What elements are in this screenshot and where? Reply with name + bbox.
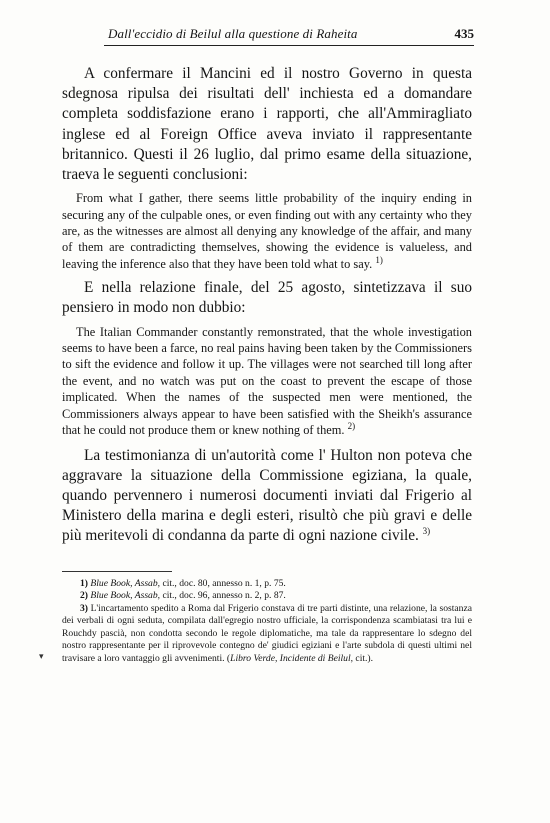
footnote-ref-3: 3) — [422, 526, 431, 537]
paragraph-3 — [62, 446, 472, 547]
header-rule — [104, 45, 474, 46]
footnote-ref-1: 1) — [375, 254, 383, 265]
paragraph-2-end: del 25 agosto, sintetizzava il suo pensiero in modo non dubbio: — [62, 279, 472, 317]
footnote-1-number: 1) — [80, 577, 88, 589]
footnote-2-number: 2) — [80, 590, 88, 602]
footnote-2-text: cit., doc. 96, annesso n. 2, p. 87. — [160, 590, 286, 602]
footnote-3-source: Libro Verde, Incidente di Beilul, — [230, 653, 354, 665]
footnote-3-number: 3) — [80, 602, 88, 614]
block-quote-1-text: From what I gather, there seems little probability of the inquiry ending in securing any of the culpable ones, or even finding out with any certainty who they are, as the witnesses are almost all denying any knowledge of the affair, and many of them are contradicting themselves, showing the evidence is valueless, and leaving the inference also that they have been told what to say. — [62, 191, 472, 271]
running-title: Dall'eccidio di Beilul alla questione di Raheita — [108, 26, 358, 41]
footnote-separator — [62, 571, 172, 572]
footnotes — [62, 578, 472, 666]
page-body — [62, 64, 472, 666]
block-quote-2-text: The Italian Commander constantly remonstrated, that the whole investigation seems to have been a farce, no real pains having been taken by the Commissioners to sift the evidence and follow it up. The villages were not searched till long after the event, and no watch was put on the coast to prevent the escape of those implicated. When the names of the suspected men were mentioned, the Commissioners always appear to have been satisfied with the Sheikh's assurance that he could not produce them or knew nothing of them. — [62, 324, 472, 438]
block-quote-1 — [62, 190, 472, 272]
paragraph-3-text: La testimonianza di un'autorità come l' Hulton non poteva che aggravare la situazione della Commissione egiziana, la quale, quando pervennero i numerosi documenti inviati dal Frigerio al Ministero della marina e degli esteri, risultò che più gravi e delle più meritevoli di condanna da parte di ogni nazione civile. — [62, 446, 472, 545]
footnote-1 — [62, 578, 472, 591]
paragraph-2 — [62, 278, 472, 318]
footnote-2-source: Blue Book, Assab, — [90, 590, 161, 602]
footnote-3 — [62, 603, 472, 666]
footnote-1-source: Blue Book, Assab, — [90, 577, 161, 589]
page-number: 435 — [454, 26, 474, 41]
footnote-2 — [62, 590, 472, 603]
block-quote-2 — [62, 324, 472, 439]
footnote-3-end: cit.). — [353, 653, 374, 665]
footnote-1-text: cit., doc. 80, annesso n. 1, p. 75. — [160, 577, 286, 589]
footnote-ref-2: 2) — [347, 420, 356, 431]
paragraph-1: A confermare il Mancini ed il nostro Governo in questa sdegnosa ripulsa dei risultati dell' inchiesta ed a domandare completa soddisfazione erano i rapporti, che all'Ammiragliato inglese ed al Foreign Office aveva inviato il rappresentante britannico. Questi il 26 luglio, dal primo esame della situazione, traeva le seguenti conclusioni: — [62, 65, 472, 184]
margin-mark: ▾ — [39, 651, 44, 661]
paragraph-2-start: E nella relazione finale, — [84, 279, 243, 297]
footnote-3-text: L'incartamento spedito a Roma dal Frigerio constava di tre parti distinte, una relazione, la sostanza dei verbali di ogni seduta, compilata dall'egregio nostro ufficiale, la corrispondenza scambiatasi tra lui e Rouchdy pascià, non condotta secondo le regole diplomatiche, ma tale da rappresentare lo sdegno del nostro rappresentante per il riprovevole contegno de' giudici egiziani e l'arte subdola di questi ultimi nel travisare a loro vantaggio gli avvenimenti. ( — [62, 602, 472, 665]
